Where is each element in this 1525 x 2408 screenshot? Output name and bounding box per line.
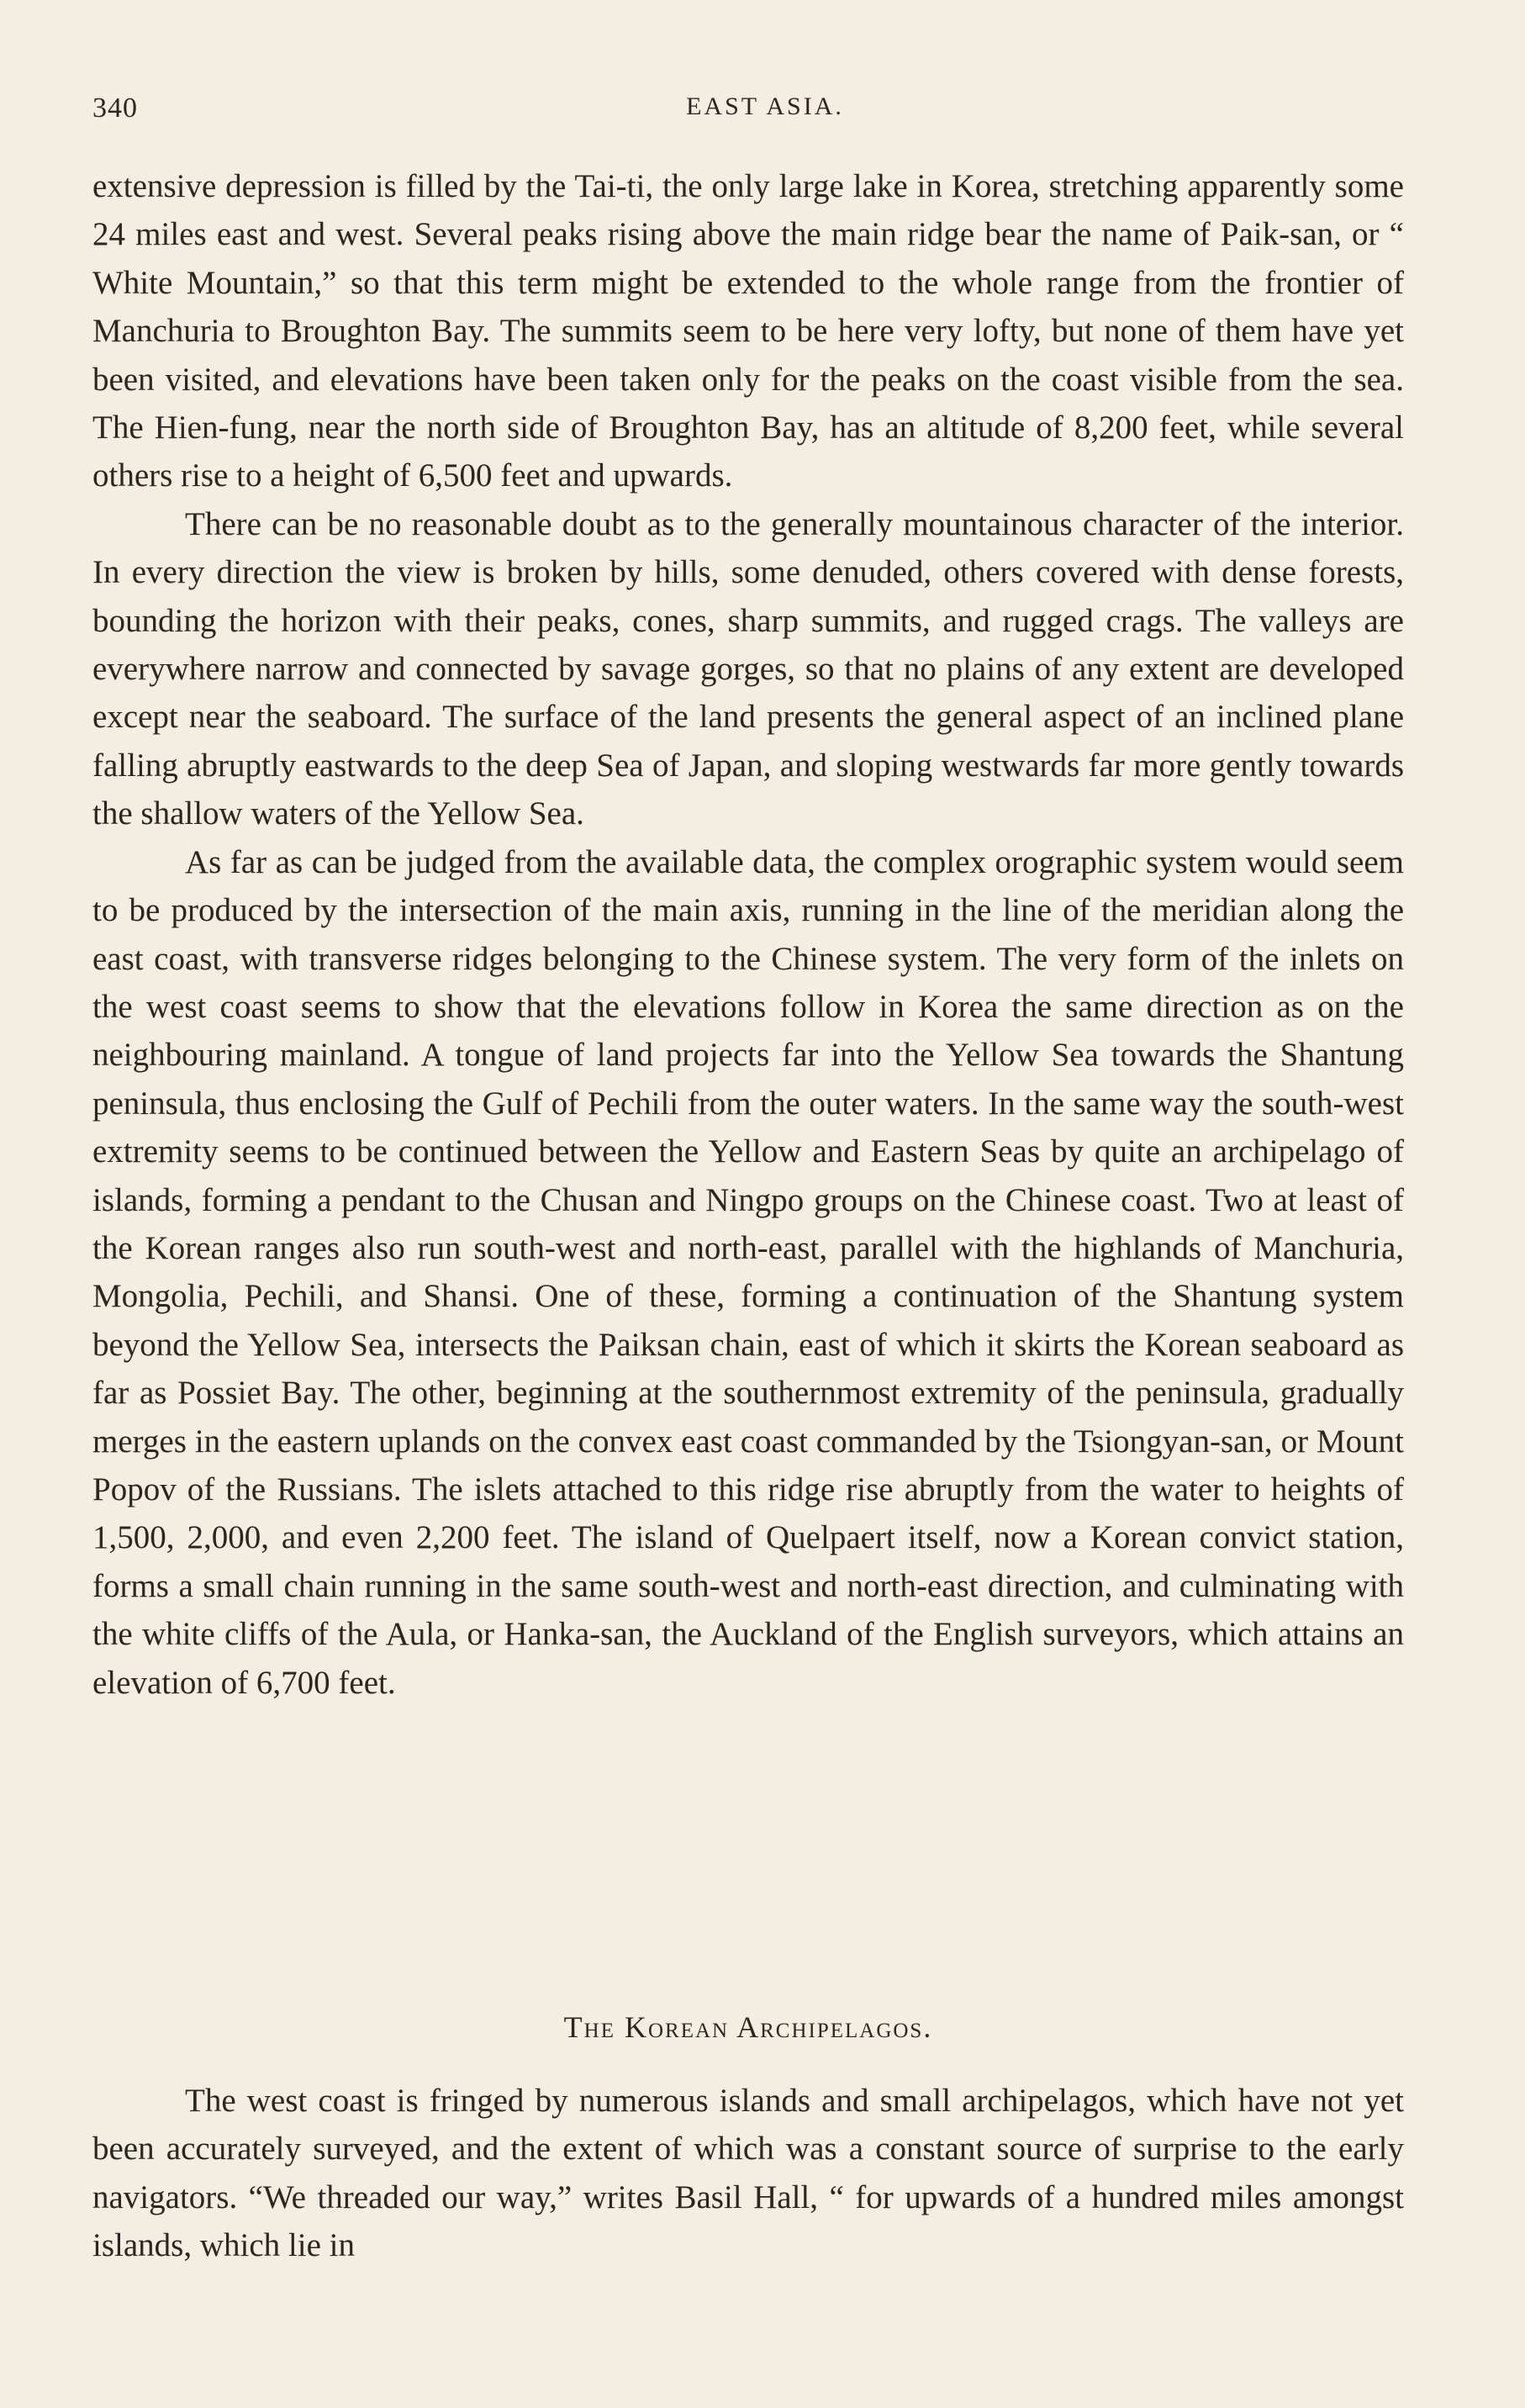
- paragraph-4: The west coast is fringed by numerous islands and small archipelagos, which have not yet been accurately surveyed, and the extent of which was a constant source of surprise to the early navigators. “We threaded our way,” writes Basil Hall, “ for upwards of a hundred miles amongst islands, which lie in: [92, 2083, 1404, 2264]
- main-text: [92, 162, 1404, 1707]
- page-number: 340: [92, 92, 138, 124]
- section-text: [92, 2077, 1404, 2270]
- paragraph-1: extensive depression is filled by the Tai-ti, the only large lake in Korea, stretching apparently some 24 miles east and west. Several peaks rising above the main ridge bear the name of Paik-san, or “ White Mountain,” so that this term might be extended to the whole range from the frontier of Manchuria to Broughton Bay. The summits seem to be here very lofty, but none of them have yet been visited, and elevations have been taken only for the peaks on the coast visible from the sea. The Hien-fung, near the north side of Broughton Bay, has an altitude of 8,200 feet, while several others rise to a height of 6,500 feet and upwards.: [92, 168, 1404, 494]
- paragraph-3: As far as can be judged from the available data, the complex orographic system would seem to be produced by the intersection of the main axis, running in the line of the meridian along the east coast, with transverse ridges belonging to the Chinese system. The very form of the inlets on the west coast seems to show that the elevations follow in Korea the same direction as on the neighbouring mainland. A tongue of land projects far into the Yellow Sea towards the Shantung peninsula, thus enclosing the Gulf of Pechili from the outer waters. In the same way the south-west extremity seems to be continued between the Yellow and Eastern Seas by quite an archipelago of islands, forming a pendant to the Chusan and Ningpo groups on the Chinese coast. Two at least of the Korean ranges also run south-west and north-east, parallel with the highlands of Manchuria, Mongolia, Pechili, and Shansi. One of these, forming a continuation of the Shantung system beyond the Yellow Sea, intersects the Paiksan chain, east of which it skirts the Korean seaboard as far as Possiet Bay. The other, beginning at the southernmost extremity of the peninsula, gradually merges in the eastern uplands on the convex east coast commanded by the Tsiongyan-san, or Mount Popov of the Russians. The islets attached to this ridge rise abruptly from the water to heights of 1,500, 2,000, and even 2,200 feet. The island of Quelpaert itself, now a Korean convict station, forms a small chain running in the same south-west and north-east direction, and culminating with the white cliffs of the Aula, or Hanka-san, the Auckland of the English surveyors, which attains an elevation of 6,700 feet.: [92, 843, 1404, 1701]
- paragraph-2: There can be no reasonable doubt as to the generally mountainous character of the interior. In every direction the view is broken by hills, some denuded, others covered with dense forests, bounding the horizon with their peaks, cones, sharp summits, and rugged crags. The valleys are everywhere narrow and connected by savage gorges, so that no plains of any extent are developed except near the seaboard. The surface of the land presents the general aspect of an inclined plane falling abruptly eastwards to the deep Sea of Japan, and sloping westwards far more gently towards the shallow waters of the Yellow Sea.: [92, 505, 1404, 832]
- page-header: [92, 84, 1438, 135]
- running-head: EAST ASIA.: [686, 92, 844, 120]
- section-heading: The Korean Archipelagos.: [563, 2010, 933, 2044]
